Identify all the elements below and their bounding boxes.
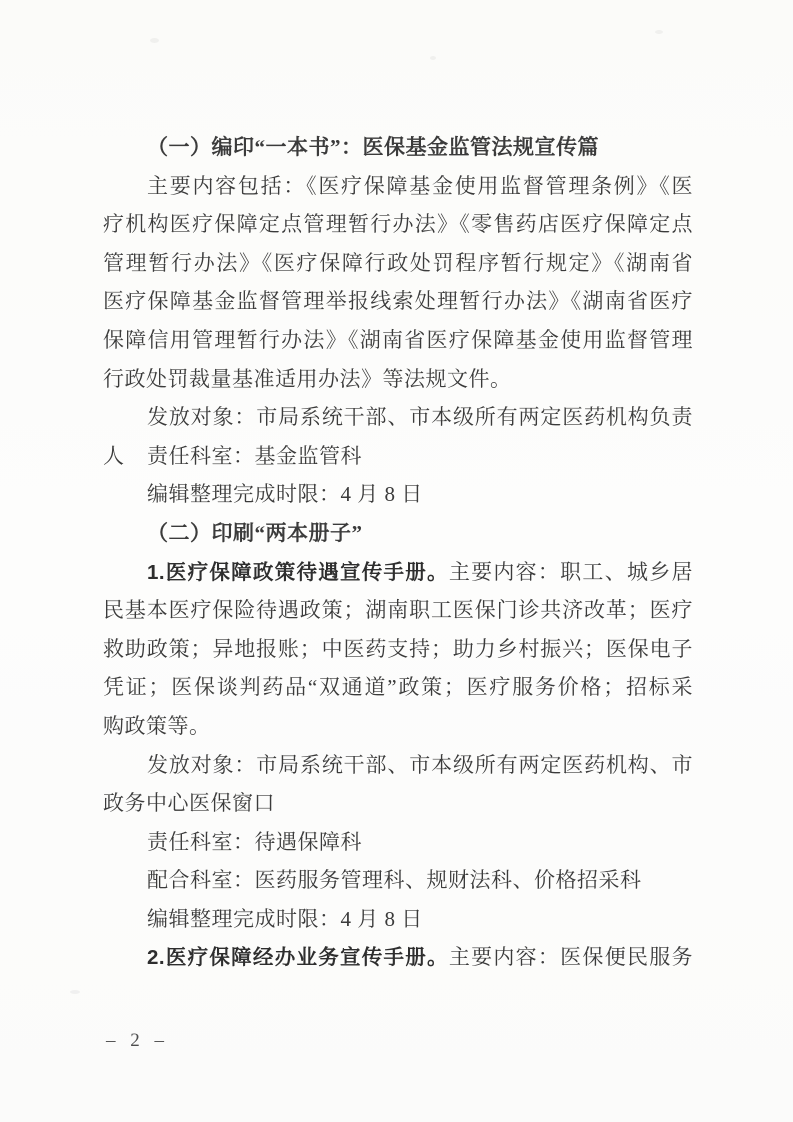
body-text: （一）编印“一本书”：医保基金监管法规宣传篇 bbox=[147, 135, 599, 159]
body-text: 保障信用管理暂行办法》《湖南省医疗保障基金使用监督管理 bbox=[103, 327, 693, 352]
body-text: （二）印刷“两本册子” bbox=[147, 520, 363, 545]
paragraph-responsible-dept-1 bbox=[103, 437, 693, 476]
text-line bbox=[103, 475, 693, 514]
body-text: 疗机构医疗保障定点管理暂行办法》《零售药店医疗保障定点 bbox=[103, 212, 693, 237]
body-text: 民基本医疗保险待遇政策；湖南职工医保门诊共济改革；医疗 bbox=[103, 598, 693, 623]
text-line bbox=[103, 205, 693, 244]
paragraph-responsible-dept-2 bbox=[103, 823, 693, 862]
text-line bbox=[103, 244, 693, 283]
scan-speckle bbox=[655, 30, 663, 34]
body-text: 主要内容：职工、城乡居 bbox=[448, 559, 693, 584]
paragraph-distribution-target-2 bbox=[103, 746, 693, 823]
body-text: 购政策等。 bbox=[103, 713, 211, 738]
scan-speckle bbox=[150, 38, 159, 43]
text-line bbox=[103, 823, 693, 862]
body-text: 编辑整理完成时限：4 月 8 日 bbox=[147, 482, 423, 507]
text-line bbox=[103, 553, 693, 592]
page-number: – 2 – bbox=[106, 1030, 169, 1051]
body-text: 编辑整理完成时限：4 月 8 日 bbox=[147, 906, 423, 931]
section-heading-1 bbox=[103, 128, 693, 167]
page-footer bbox=[106, 1030, 169, 1052]
text-line bbox=[103, 437, 693, 476]
text-line bbox=[103, 167, 693, 206]
body-text: 政务中心医保窗口 bbox=[103, 791, 275, 816]
scan-speckle bbox=[430, 56, 436, 60]
text-line bbox=[103, 630, 693, 669]
text-line bbox=[103, 360, 693, 399]
text-line bbox=[103, 707, 693, 746]
text-line bbox=[103, 321, 693, 360]
text-line bbox=[103, 668, 693, 707]
body-text: 行政处罚裁量基准适用办法》等法规文件。 bbox=[103, 366, 512, 391]
body-text: 凭证；医保谈判药品“双通道”政策；医疗服务价格；招标采 bbox=[103, 675, 693, 700]
text-line bbox=[103, 861, 693, 900]
text-line bbox=[103, 938, 693, 977]
body-text: 责任科室：基金监管科 bbox=[147, 443, 362, 468]
emphasis-text: 2.医疗保障经办业务宣传手册。 bbox=[147, 946, 449, 970]
text-line bbox=[103, 514, 693, 553]
paragraph-deadline-1 bbox=[103, 475, 693, 514]
body-text: 医疗保障基金监督管理举报线索处理暂行办法》《湖南省医疗 bbox=[103, 289, 693, 314]
body-text: 管理暂行办法》《医疗保障行政处罚程序暂行规定》《湖南省 bbox=[103, 250, 693, 275]
body-text: 主要内容：医保便民服务 bbox=[448, 945, 693, 970]
body-text: 责任科室：待遇保障科 bbox=[147, 829, 362, 854]
paragraph-handbook-2 bbox=[103, 938, 693, 977]
body-text: 发放对象：市局系统干部、市本级所有两定医药机构负责人 bbox=[103, 405, 693, 468]
text-line bbox=[103, 591, 693, 630]
emphasis-text: 1.医疗保障政策待遇宣传手册。 bbox=[147, 560, 449, 584]
paragraph-deadline-2 bbox=[103, 900, 693, 939]
body-text: 主要内容包括：《医疗保障基金使用监督管理条例》《医 bbox=[147, 173, 693, 198]
scan-speckle bbox=[70, 990, 80, 994]
text-line bbox=[103, 746, 693, 785]
paragraph-handbook-1 bbox=[103, 553, 693, 746]
text-line bbox=[103, 282, 693, 321]
text-line bbox=[103, 784, 693, 823]
section-heading-2 bbox=[103, 514, 693, 553]
paragraph-main-content-book bbox=[103, 167, 693, 399]
document-content bbox=[103, 128, 693, 977]
body-text: 配合科室：医药服务管理科、规财法科、价格招采科 bbox=[147, 868, 642, 893]
text-line bbox=[103, 128, 693, 167]
body-text: 救助政策；异地报账；中医药支持；助力乡村振兴；医保电子 bbox=[103, 636, 693, 661]
text-line bbox=[103, 900, 693, 939]
paragraph-cooperating-dept bbox=[103, 861, 693, 900]
body-text: 发放对象：市局系统干部、市本级所有两定医药机构、市 bbox=[147, 752, 693, 777]
